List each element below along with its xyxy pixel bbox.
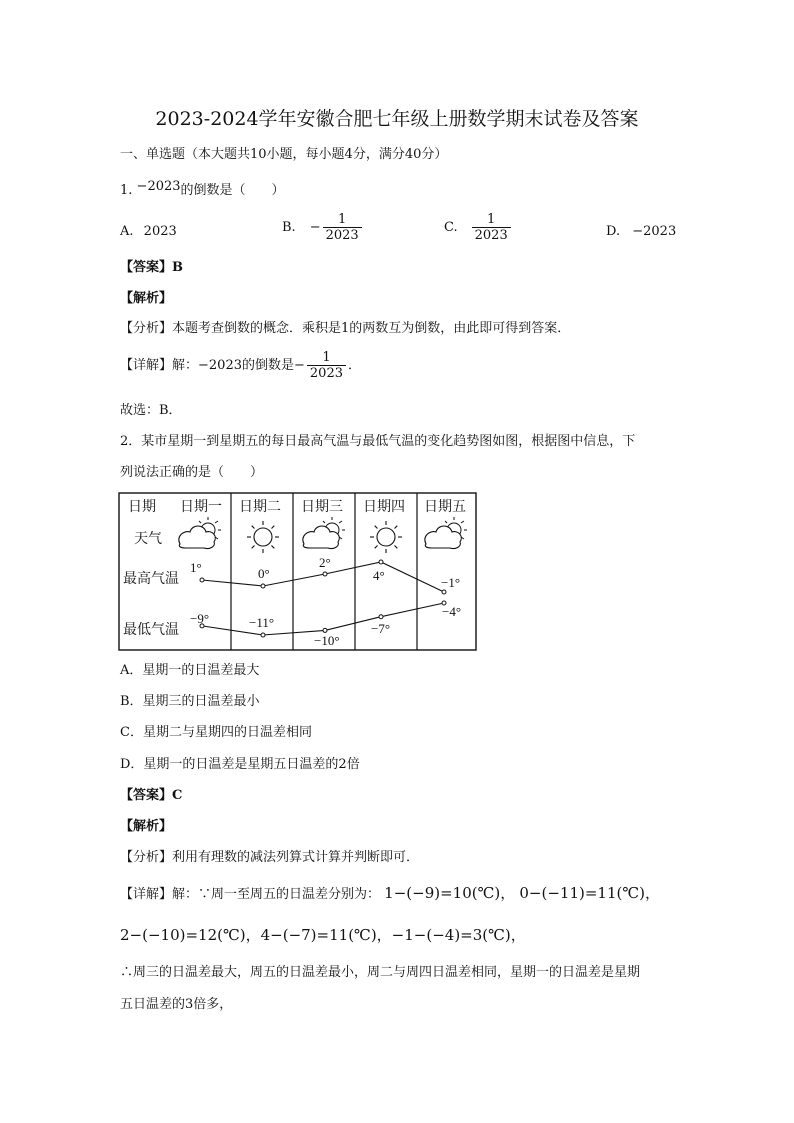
sun-icon <box>370 521 402 553</box>
q1-detail-numerator: 1 <box>322 350 331 365</box>
q2-option-c: C．星期二与星期四的日温差相同 <box>120 725 312 740</box>
cloud-sun-icon <box>425 517 467 549</box>
q2-detail-prefix: 【详解】解： <box>120 887 199 902</box>
q1-stem <box>120 179 285 200</box>
header-label: 日期 <box>128 500 156 515</box>
low-temp-label-1: −9° <box>190 611 210 626</box>
weather-row-label: 天气 <box>134 532 162 547</box>
q1-detail-denominator: 2023 <box>307 365 346 381</box>
high-temp-label-2: 0° <box>258 566 270 581</box>
q1-analysis-heading: 【解析】 <box>120 291 173 306</box>
q2-analysis-heading: 【解析】 <box>120 819 173 834</box>
low-temp-point-2 <box>261 633 265 637</box>
q1-detail-fraction <box>307 350 346 381</box>
day-label-4: 日期四 <box>363 500 405 515</box>
q1-option-c-numerator: 1 <box>487 212 496 227</box>
q1-detail-expression: −2023的倒数是 <box>198 357 294 373</box>
high-temp-label-1: 1° <box>190 560 202 575</box>
q2-stem-line2: 列说法正确的是（ ） <box>120 465 264 480</box>
q1-analysis: 【分析】本题考查倒数的概念．乘积是1的两数互为倒数，由此即可得到答案． <box>120 321 571 336</box>
day-label-5: 日期五 <box>424 500 466 515</box>
q1-option-d <box>606 223 676 241</box>
q1-option-a-label: A. <box>120 224 134 239</box>
day-label-1: 日期一 <box>180 500 222 515</box>
q1-option-b-fraction <box>323 212 362 243</box>
q2-detail-text: ∵周一至周五的日温差分别为： <box>198 887 381 902</box>
q1-number: 1. <box>120 183 133 198</box>
sun-icon <box>247 521 279 553</box>
section-heading: 一、单选题（本大题共10小题，每小题4分，满分40分） <box>120 147 448 162</box>
high-temp-label-3: 2° <box>319 555 331 570</box>
q2-stem-line1: 2．某市星期一到星期五的每日最高气温与最低气温的变化趋势图如图，根据图中信息，下 <box>120 434 636 449</box>
q2-option-a: A．星期一的日温差最大 <box>120 663 260 678</box>
q1-option-b-denominator: 2023 <box>323 227 362 243</box>
weather-table-figure <box>118 492 478 652</box>
high-temp-label-5: −1° <box>441 575 461 590</box>
high-temp-row-label: 最高气温 <box>123 572 179 587</box>
q1-option-c-fraction <box>472 212 511 243</box>
q1-detail <box>120 350 361 381</box>
q2-detail-line3: ∴周三的日温差最大，周五的日温差最小，周二与周四日温差相同，星期一的日温差是星期 <box>120 965 641 980</box>
q1-option-a-value: 2023 <box>143 224 177 239</box>
q2-option-d: D．星期一的日温差是星期五日温差的2倍 <box>120 757 360 772</box>
low-temp-label-2: −11° <box>249 615 275 630</box>
q1-option-b-sign: − <box>309 219 321 235</box>
q1-option-b-numerator: 1 <box>338 212 347 227</box>
q2-detail-line2: 2−(−10)=12(℃)，4−(−7)=11(℃)，−1−(−4)=3(℃)， <box>120 926 526 944</box>
high-temp-label-4: 4° <box>373 568 385 583</box>
low-temp-label-3: −10° <box>314 633 340 648</box>
q2-detail-eq1: 1−(−9)=10(℃)， <box>384 884 516 902</box>
q1-option-d-label: D. <box>606 224 621 239</box>
q2-detail-line1 <box>120 884 660 904</box>
high-temp-point-2 <box>261 584 265 588</box>
temperature-lines <box>200 560 446 637</box>
q2-detail-line4: 五日温差的3倍多， <box>120 997 233 1012</box>
q1-option-c-label: C. <box>444 219 458 235</box>
q1-detail-end: ． <box>348 357 362 373</box>
high-temp-point-1 <box>200 578 204 582</box>
q1-option-a <box>120 223 177 241</box>
q1-expression: −2023 <box>136 179 181 194</box>
cloud-sun-icon <box>303 517 345 549</box>
q1-option-b <box>282 212 364 243</box>
page-title: 2023-2024学年安徽合肥七年级上册数学期末试卷及答案 <box>155 108 639 130</box>
q1-answer: 【答案】B <box>120 260 183 275</box>
high-temp-point-5 <box>442 590 446 594</box>
q1-detail-prefix: 【详解】解： <box>120 357 199 373</box>
low-temp-label-5: −4° <box>442 604 462 619</box>
q2-detail-eq2: 0−(−11)=11(℃)， <box>519 884 661 902</box>
low-temp-label-4: −7° <box>371 621 391 636</box>
high-temp-point-4 <box>379 560 383 564</box>
q1-option-b-label: B. <box>282 219 296 235</box>
q1-conclusion: 故选：B． <box>120 403 182 418</box>
low-temp-point-4 <box>379 615 383 619</box>
q1-stem-text: 的倒数是（ ） <box>180 183 285 198</box>
q2-option-b: B．星期三的日温差最小 <box>120 694 260 709</box>
q1-option-c <box>444 212 513 243</box>
q2-answer: 【答案】C <box>120 788 183 803</box>
cloud-sun-icon <box>179 517 221 549</box>
q1-option-d-value: −2023 <box>632 224 677 239</box>
day-label-3: 日期三 <box>301 500 343 515</box>
low-temp-row-label: 最低气温 <box>123 623 179 638</box>
low-temp-point-3 <box>323 628 327 632</box>
q1-option-c-denominator: 2023 <box>472 227 511 243</box>
day-label-2: 日期二 <box>239 500 281 515</box>
high-temp-point-3 <box>323 572 327 576</box>
q2-analysis: 【分析】利用有理数的减法列算式计算并判断即可． <box>120 850 420 865</box>
q1-detail-sign: − <box>294 357 305 373</box>
